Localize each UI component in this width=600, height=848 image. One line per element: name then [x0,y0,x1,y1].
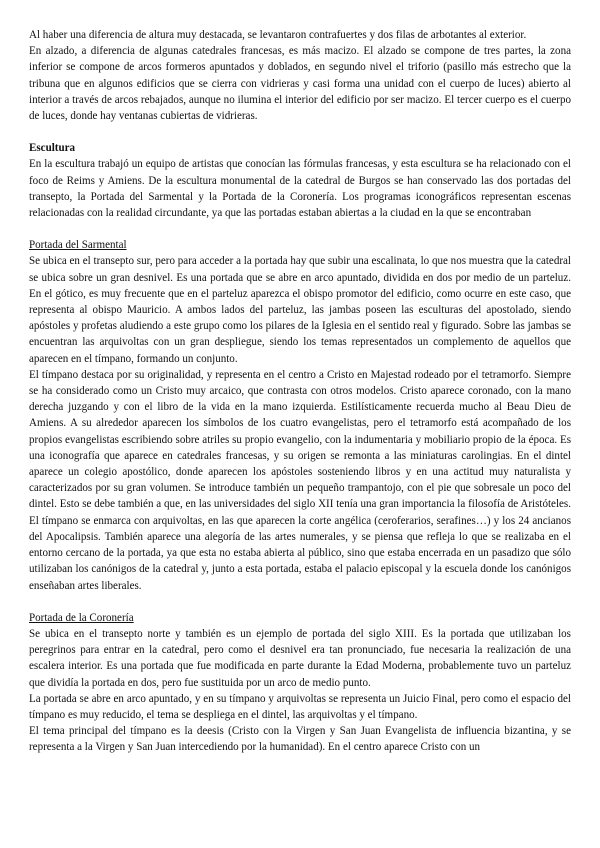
coroneria-paragraph-3: El tema principal del tímpano es la deesis (Cristo con la Virgen y San Juan Evangelista de influencia bizantina, y se representa a la Virgen y San Juan intercediendo por la humanidad). En el centro aparece Cristo con un [29,725,571,754]
sarmental-heading: Portada del Sarmental [29,239,127,252]
section-gap [29,124,571,140]
coroneria-paragraph-2: La portada se abre en arco apuntado, y en su tímpano y arquivoltas se representa un Juicio Final, pero como el espacio del tímpano es muy reducido, el tema se despliega en el dintel, las arquivoltas y el tímpano. [29,692,571,721]
intro-paragraph-1: Al haber una diferencia de altura muy destacada, se levantaron contrafuertes y dos filas de arbotantes al exterior. [29,29,527,41]
section-gap [29,221,571,237]
coroneria-paragraph-1: Se ubica en el transepto norte y también es un ejemplo de portada del siglo XIII. Es la portada que utilizaban los peregrinos para entrar en la catedral, pero como el desnivel era tan pronunciado, fue necesaria la realización de una escalera interior. Es una portada que fue modificada en parte durante la Edad Moderna, probablemente tuvo un parteluz que dividía la portada en dos, pero fue sustituida por un arco de medio punto. [29,627,571,689]
intro-paragraph-2: En alzado, a diferencia de algunas catedrales francesas, es más macizo. El alzado se compone de tres partes, la zona inferior se compone de arcos formeros apuntados y doblados, en segundo nivel el triforio (pasillo más estrecho que la tribuna que en algunos edificios que se cierra con vidrieras y casi forma una unidad con el cuerpo de luces) abierto al interior a través de arcos rebajados, aunque no ilumina el interior del edificio por ser macizo. El tercer cuerpo es el cuerpo de luces, donde hay ventanas cubiertas de vidrieras. [29,45,571,123]
escultura-paragraph-1: En la escultura trabajó un equipo de artistas que conocían las fórmulas francesas, y esta escultura se ha relacionado con el foco de Reims y Amiens. De la escultura monumental de la catedral de Burgos se han conservado las dos portadas del transepto, la Portada del Sarmental y la Portada de la Coronería. Los programas iconográficos representan escenas relacionadas con la realidad circundante, ya que las portadas estaban abiertas a la ciudad en la que se encontraban [29,158,571,220]
sarmental-paragraph-1: Se ubica en el transepto sur, pero para acceder a la portada hay que subir una escalinata, lo que nos muestra que la catedral se ubica sobre un gran desnivel. Es una portada que se abre en arco apuntado, dividida en dos por medio de un parteluz. En el gótico, es muy frecuente que en el parteluz aparezca el obispo promotor del edificio, como ocurre en este caso, que representa al obispo Mauricio. A ambos lados del parteluz, las jambas poseen las esculturas del apostolado, siendo apóstoles y profetas aludiendo a este grupo como los pilares de la Iglesia en el sentido real y figurado. Sobre las jambas se encuentran las arquivoltas con un gran despliegue, siendo los temas representados un complemento de aquellos que aparecen en el tímpano, formando un conjunto. [29,255,571,365]
sarmental-paragraph-2: El tímpano destaca por su originalidad, y representa en el centro a Cristo en Majestad rodeado por el tetramorfo. Siempre se ha considerado como un Cristo muy arcaico, que contrasta con otros modelos. Cristo aparece coronado, con la mano derecha juzgando y con el libro de la vida en la mano izquierda. Estilísticamente recuerda mucho al Beau Dieu de Amiens. A su alrededor aparecen los símbolos de los cuatro evangelistas, pero el tetramorfo está acompañado de los propios evangelistas escribiendo sobre atriles su propio evangelio, con la indumentaria y mobiliario propio de la época. Es una iconografía que aparece en catedrales francesas, y su origen se remonta a las miniaturas carolingias. En el dintel aparece un colegio apostólico, donde aparecen los apóstoles sosteniendo libros y en una actitud muy naturalista y caracterizados por su gran volumen. Se introduce también un pequeño trampantojo, con el pie que sobresale un poco del dintel. Esto se debe también a que, en las universidades del siglo XII tenía una gran importancia la filosofía de Aristóteles. El tímpano se enmarca con arquivoltas, en las que aparecen la corte angélica (ceroferarios, serafines…) y los 24 ancianos del Apocalipsis. También aparece una alegoría de las artes numerales, y se piensa que refleja lo que se realizaba en el entorno cercano de la portada, ya que esta no estaba abierta al público, sino que estaba encerrada en un pasadizo que sólo utilizaban los canónigos de la catedral y, junto a esta portada, estaba el palacio episcopal y la escuela donde los canónigos enseñaban artes liberales. [29,368,571,592]
document-page [29,27,571,756]
escultura-heading: Escultura [29,142,76,155]
section-gap [29,594,571,610]
coroneria-heading: Portada de la Coronería [29,611,134,624]
